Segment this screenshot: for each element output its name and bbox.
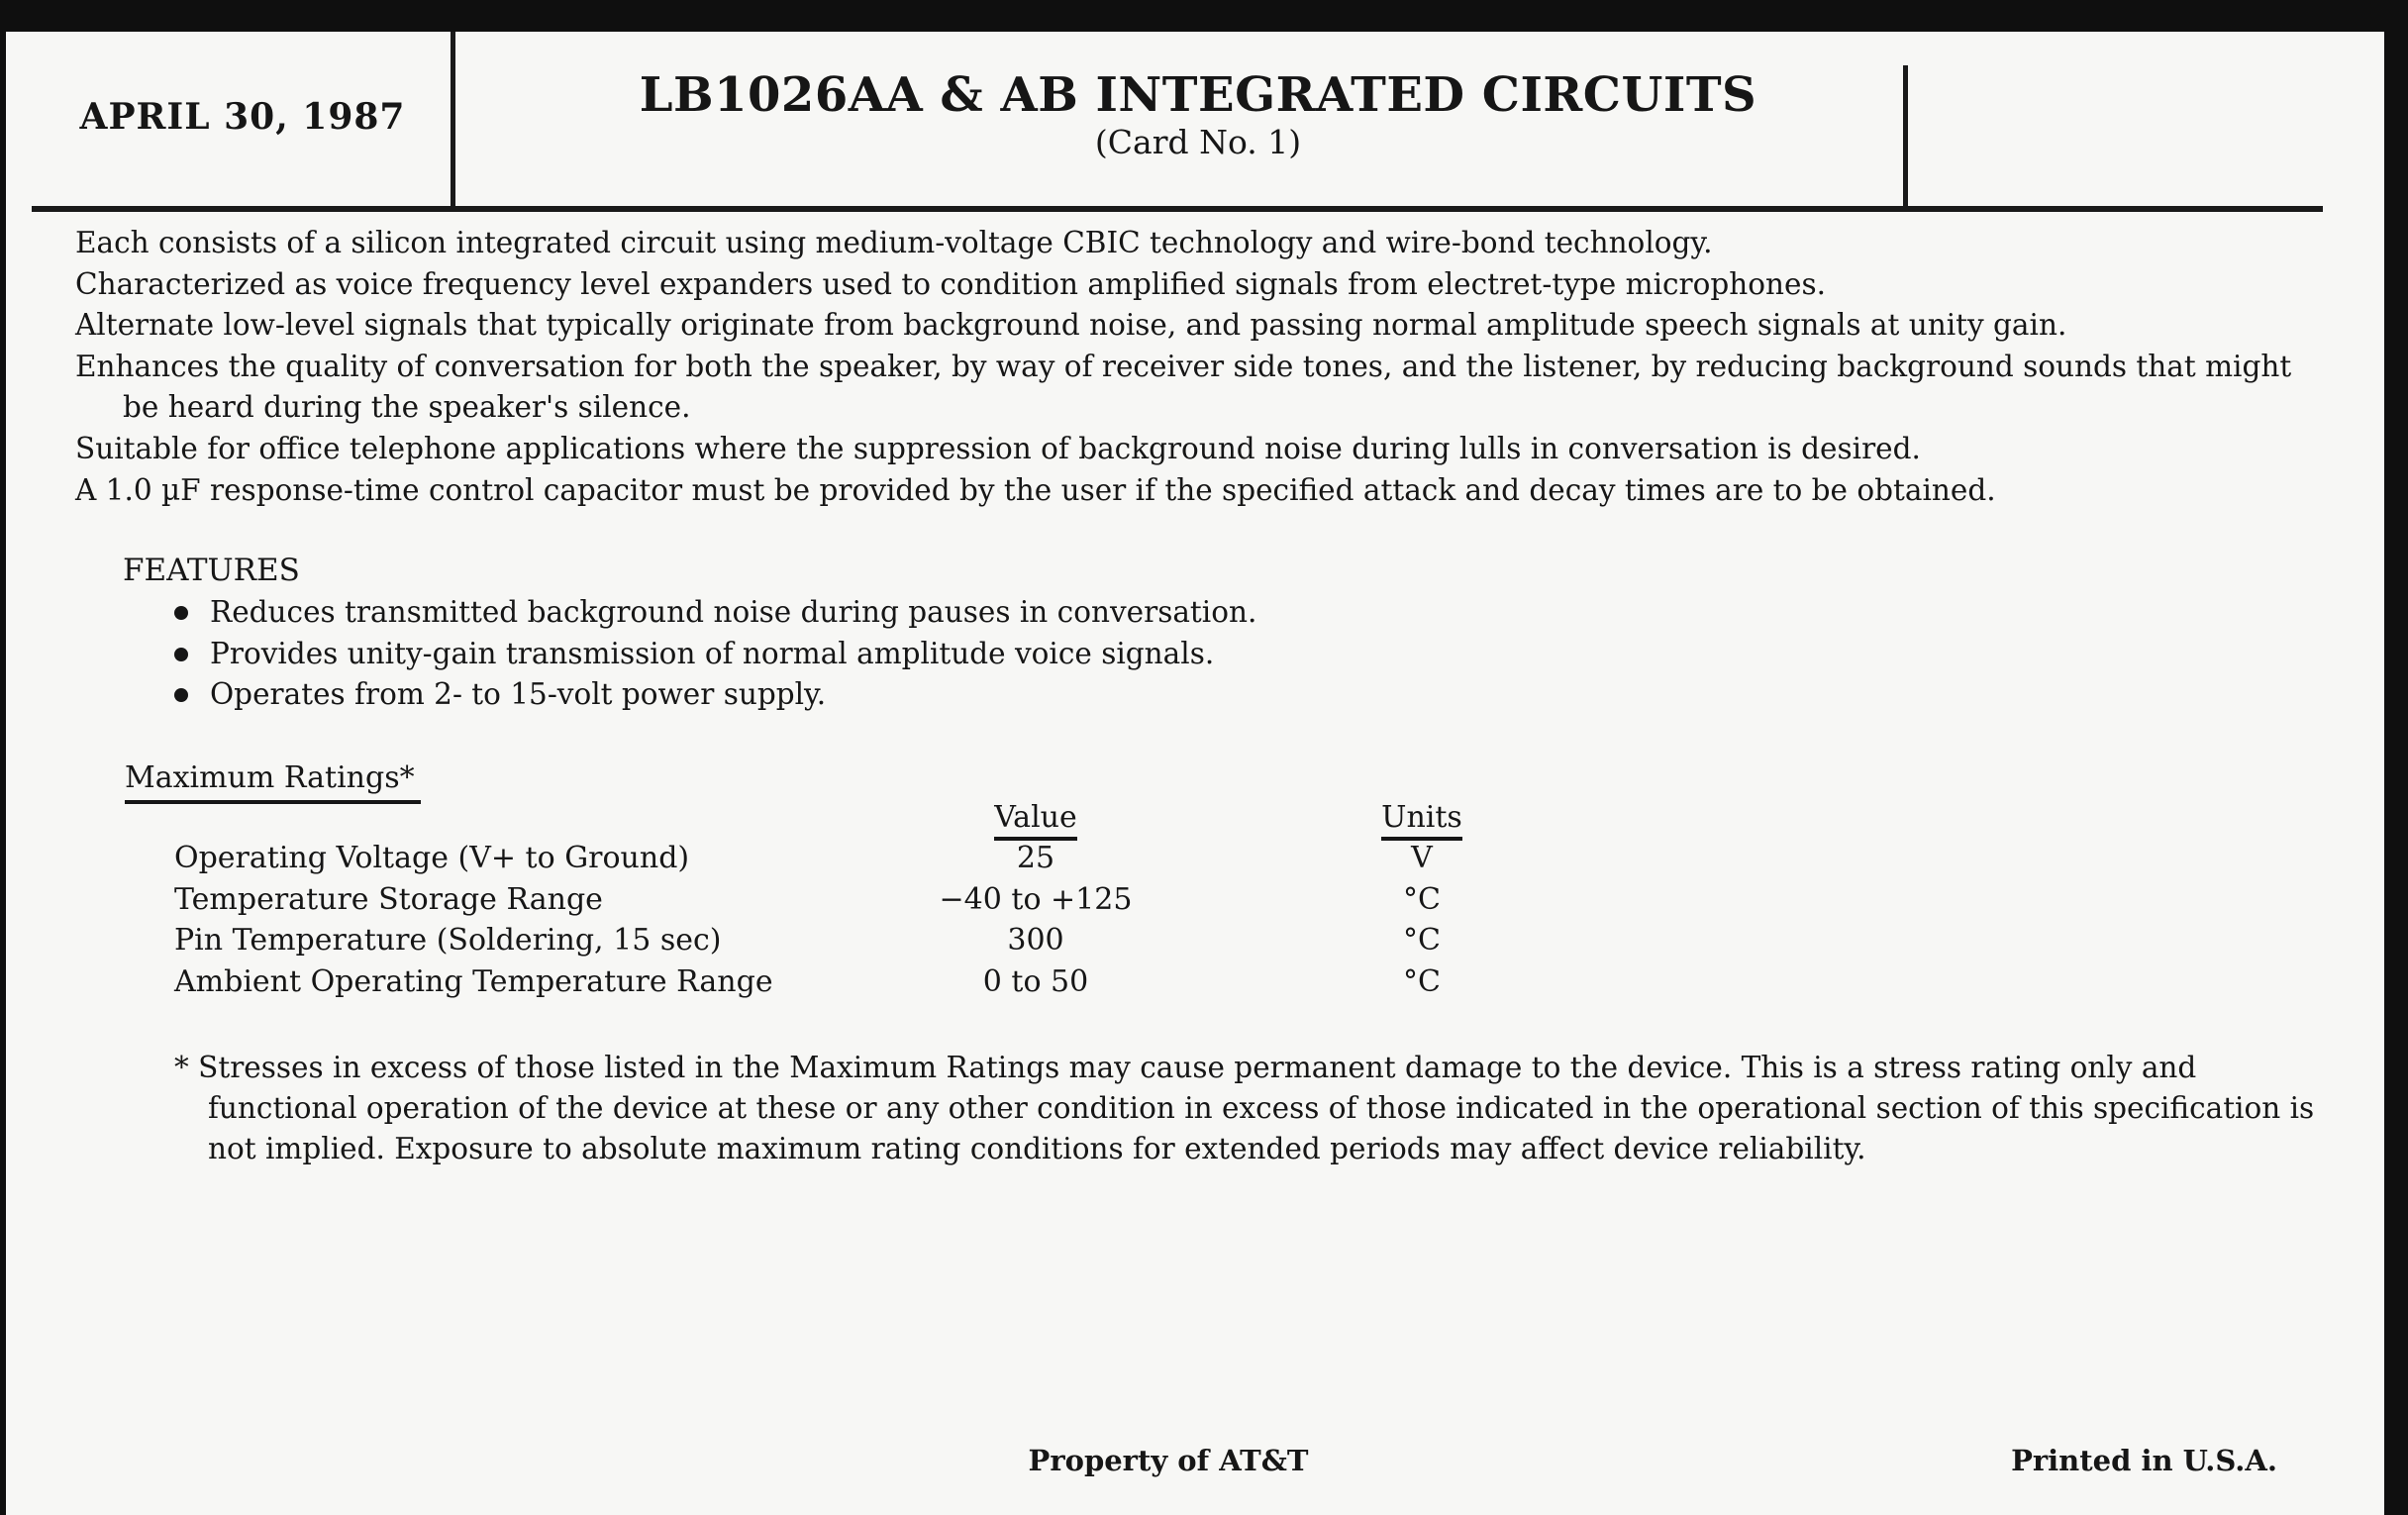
rating-value: 0 to 50 — [982, 963, 1089, 999]
feature-text: Provides unity-gain transmission of normal amplitude voice signals. — [210, 636, 1215, 670]
intro-line: Enhances the quality of conversation for both the speaker, by way of receiver side tones, and the listener, by reducing background sounds that might be heard during the speaker's silence. — [75, 349, 2292, 425]
feature-text: Reduces transmitted background noise during pauses in conversation. — [210, 595, 1257, 629]
rating-units: °C — [1403, 881, 1441, 917]
rating-value: 25 — [1016, 841, 1055, 875]
intro-line: Characterized as voice frequency level expanders used to condition amplified signals from electret-type microphones. — [75, 266, 1827, 301]
bullet-icon — [174, 648, 188, 661]
intro-paragraphs — [75, 223, 2313, 511]
rating-parameter: Operating Voltage (V+ to Ground) — [174, 841, 690, 875]
rating-parameter: Pin Temperature (Soldering, 15 sec) — [174, 923, 722, 958]
units-column-header: Units — [1313, 797, 1531, 841]
document-subtitle: (Card No. 1) — [1094, 123, 1302, 161]
bullet-icon — [174, 688, 188, 702]
feature-item — [170, 674, 1256, 716]
max-ratings-heading: Maximum Ratings* — [125, 758, 421, 804]
header-divider-left — [451, 32, 455, 206]
document-title: LB1026AA & AB INTEGRATED CIRCUITS — [639, 67, 1757, 123]
rating-parameter: Ambient Operating Temperature Range — [174, 963, 773, 999]
header-rule — [32, 206, 2323, 212]
intro-line: Each consists of a silicon integrated circuit using medium-voltage CBIC technology and wire-bond technology. — [75, 226, 1713, 259]
ratings-footnote: * Stresses in excess of those listed in the Maximum Ratings may cause permanent damage to the device. This is a stress rating only and functional operation of the device at these or any other condition in excess of those indicated in the operational section of this specification is not implied. Exposure to absolute maximum rating conditions for extended periods may affect device reliability. — [174, 1051, 2315, 1165]
features-heading: FEATURES — [123, 553, 300, 588]
rating-parameter: Temperature Storage Range — [174, 881, 603, 917]
footer-printed: Printed in U.S.A. — [2011, 1444, 2277, 1477]
features-list — [170, 592, 1256, 716]
value-column-header: Value — [887, 797, 1184, 841]
intro-line: A 1.0 µF response-time control capacitor must be provided by the user if the specified attack and decay times are to be obtained. — [75, 472, 1996, 507]
bullet-icon — [174, 606, 188, 620]
feature-item — [170, 634, 1256, 675]
rating-value: 300 — [1007, 923, 1064, 958]
document-date: APRIL 30, 1987 — [79, 96, 406, 138]
feature-text: Operates from 2- to 15-volt power supply. — [210, 677, 827, 711]
feature-item — [170, 592, 1256, 634]
footer-property: Property of AT&T — [1028, 1444, 1309, 1477]
intro-line: Alternate low-level signals that typically originate from background noise, and passing normal amplitude speech signals at unity gain. — [75, 308, 2067, 343]
rating-value: −40 to +125 — [939, 881, 1133, 917]
rating-units: °C — [1403, 923, 1441, 958]
intro-line: Suitable for office telephone applications where the suppression of background noise during lulls in conversation is desired. — [75, 431, 1921, 465]
rating-units: V — [1411, 841, 1433, 875]
rating-units: °C — [1403, 963, 1441, 999]
